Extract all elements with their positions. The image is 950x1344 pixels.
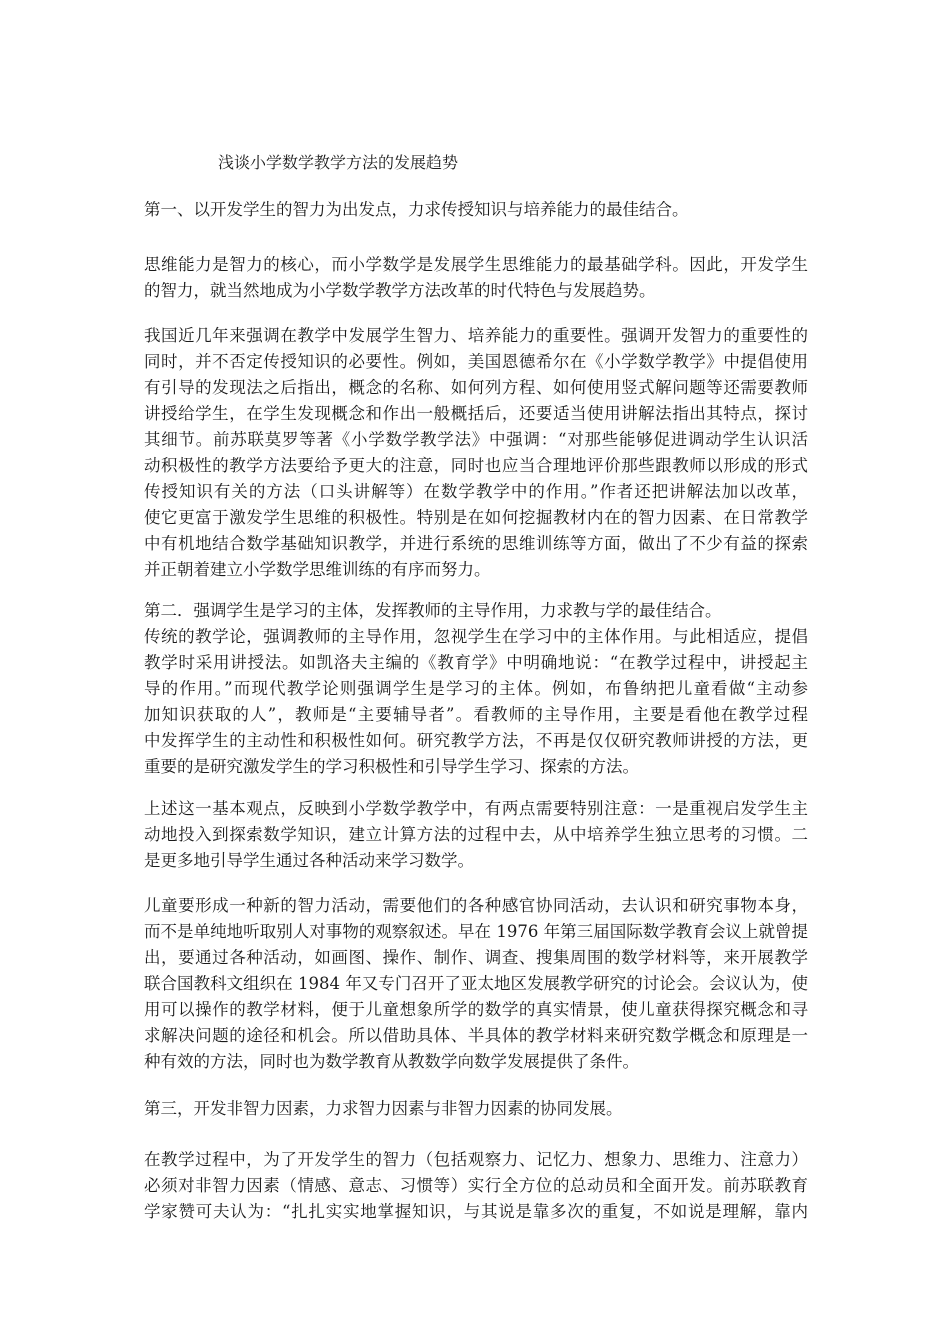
- paragraph-line: 教学时采用讲授法。如凯洛夫主编的《教育学》中明确地说：“在教学过程中，讲授起主: [144, 653, 808, 672]
- paragraph-line: 导的作用。”而现代教学论则强调学生是学习的主体。例如，布鲁纳把儿童看做“主动参: [144, 679, 808, 698]
- paragraph-2: [144, 252, 808, 304]
- paragraph-line: 中有机地结合数学基础知识教学，并进行系统的思维训练等方面，做出了不少有益的探索: [144, 534, 808, 553]
- paragraph-line: 儿童要形成一种新的智力活动，需要他们的各种感官协同活动，去认识和研究事物本身，: [144, 896, 808, 915]
- paragraph-line: 使它更富于激发学生思维的积极性。特别是在如何挖掘教材内在的智力因素、在日常教学: [144, 508, 808, 527]
- paragraph-line: 动地投入到探索数学知识，建立计算方法的过程中去，从中培养学生独立思考的习惯。二: [144, 825, 808, 844]
- paragraph-line: 动积极性的教学方法要给予更大的注意，同时也应当合理地评价那些跟教师以形成的形式: [144, 456, 808, 475]
- paragraph-line: 同时，并不否定传授知识的必要性。例如，美国恩德希尔在《小学数学教学》中提倡使用: [144, 352, 808, 371]
- paragraph-line: 联合国教科文组织在 1984 年又专门召开了亚太地区发展教学研究的讨论会。会议认为，使: [144, 974, 808, 993]
- paragraph-line: 是更多地引导学生通过各种活动来学习数学。: [144, 851, 474, 870]
- paragraph-1: [144, 197, 808, 223]
- paragraph-line: 第二．强调学生是学习的主体，发挥教师的主导作用，力求教与学的最佳结合。: [144, 601, 722, 620]
- paragraph-line: 第一、以开发学生的智力为出发点，力求传授知识与培养能力的最佳结合。: [144, 200, 689, 219]
- paragraph-line: 而不是单纯地听取别人对事物的观察叙述。早在 1976 年第三届国际数学教育会议上就曾提: [144, 922, 808, 941]
- paragraph-line: 上述这一基本观点，反映到小学数学教学中，有两点需要特别注意：一是重视启发学生主: [144, 799, 808, 818]
- paragraph-line: 思维能力是智力的核心，而小学数学是发展学生思维能力的最基础学科。因此，开发学生: [144, 255, 808, 274]
- paragraph-line: 有引导的发现法之后指出，概念的名称、如何列方程、如何使用竖式解问题等还需要教师: [144, 378, 808, 397]
- paragraph-line: 传授知识有关的方法（口头讲解等）在数学教学中的作用。”作者还把讲解法加以改革，: [144, 482, 808, 501]
- paragraph-line: 中发挥学生的主动性和积极性如何。研究教学方法，不再是仅仅研究教师讲授的方法，更: [144, 731, 808, 750]
- paragraph-line: 其细节。前苏联莫罗等著《小学数学教学法》中强调：“对那些能够促进调动学生认识活: [144, 430, 808, 449]
- paragraph-line: 加知识获取的人”，教师是“主要辅导者”。看教师的主导作用，主要是看他在教学过程: [144, 705, 808, 724]
- paragraph-line: 第三，开发非智力因素，力求智力因素与非智力因素的协同发展。: [144, 1099, 623, 1118]
- paragraph-line: 出，要通过各种活动，如画图、操作、制作、调查、搜集周围的数学材料等，来开展教学: [144, 948, 808, 967]
- paragraph-line: 求解决问题的途径和机会。所以借助具体、半具体的教学材料来研究数学概念和原理是一: [144, 1026, 808, 1045]
- paragraph-3: [144, 323, 808, 583]
- paragraph-line: 在教学过程中，为了开发学生的智力（包括观察力、记忆力、想象力、思维力、注意力）: [144, 1150, 808, 1169]
- paragraph-line: 必须对非智力因素（情感、意志、习惯等）实行全方位的总动员和全面开发。前苏联教育: [144, 1176, 808, 1195]
- paragraph-line: 的智力，就当然地成为小学数学教学方法改革的时代特色与发展趋势。: [144, 281, 656, 300]
- paragraph-line: 我国近几年来强调在教学中发展学生智力、培养能力的重要性。强调开发智力的重要性的: [144, 326, 808, 345]
- paragraph-line: 讲授给学生，在学生发现概念和作出一般概括后，还要适当使用讲解法指出其特点，探讨: [144, 404, 808, 423]
- paragraph-4: [144, 598, 808, 780]
- paragraph-line: 用可以操作的教学材料，便于儿童想象所学的数学的真实情景，使儿童获得探究概念和寻: [144, 1000, 808, 1019]
- paragraph-line: 重要的是研究激发学生的学习积极性和引导学生学习、探索的方法。: [144, 757, 639, 776]
- paragraph-line: 并正朝着建立小学数学思维训练的有序而努力。: [144, 560, 491, 579]
- paragraph-8: [144, 1147, 808, 1225]
- paragraph-line: 种有效的方法，同时也为数学教育从教数学向数学发展提供了条件。: [144, 1052, 639, 1071]
- paragraph-line: 学家赞可夫认为：“扎扎实实地掌握知识，与其说是靠多次的重复，不如说是理解，靠内: [144, 1202, 808, 1221]
- paragraph-line: 传统的教学论，强调教师的主导作用，忽视学生在学习中的主体作用。与此相适应，提倡: [144, 627, 808, 646]
- paragraph-5: [144, 796, 808, 874]
- document-title: 浅谈小学数学教学方法的发展趋势: [218, 153, 459, 172]
- paragraph-7: [144, 1096, 808, 1122]
- paragraph-6: [144, 893, 808, 1075]
